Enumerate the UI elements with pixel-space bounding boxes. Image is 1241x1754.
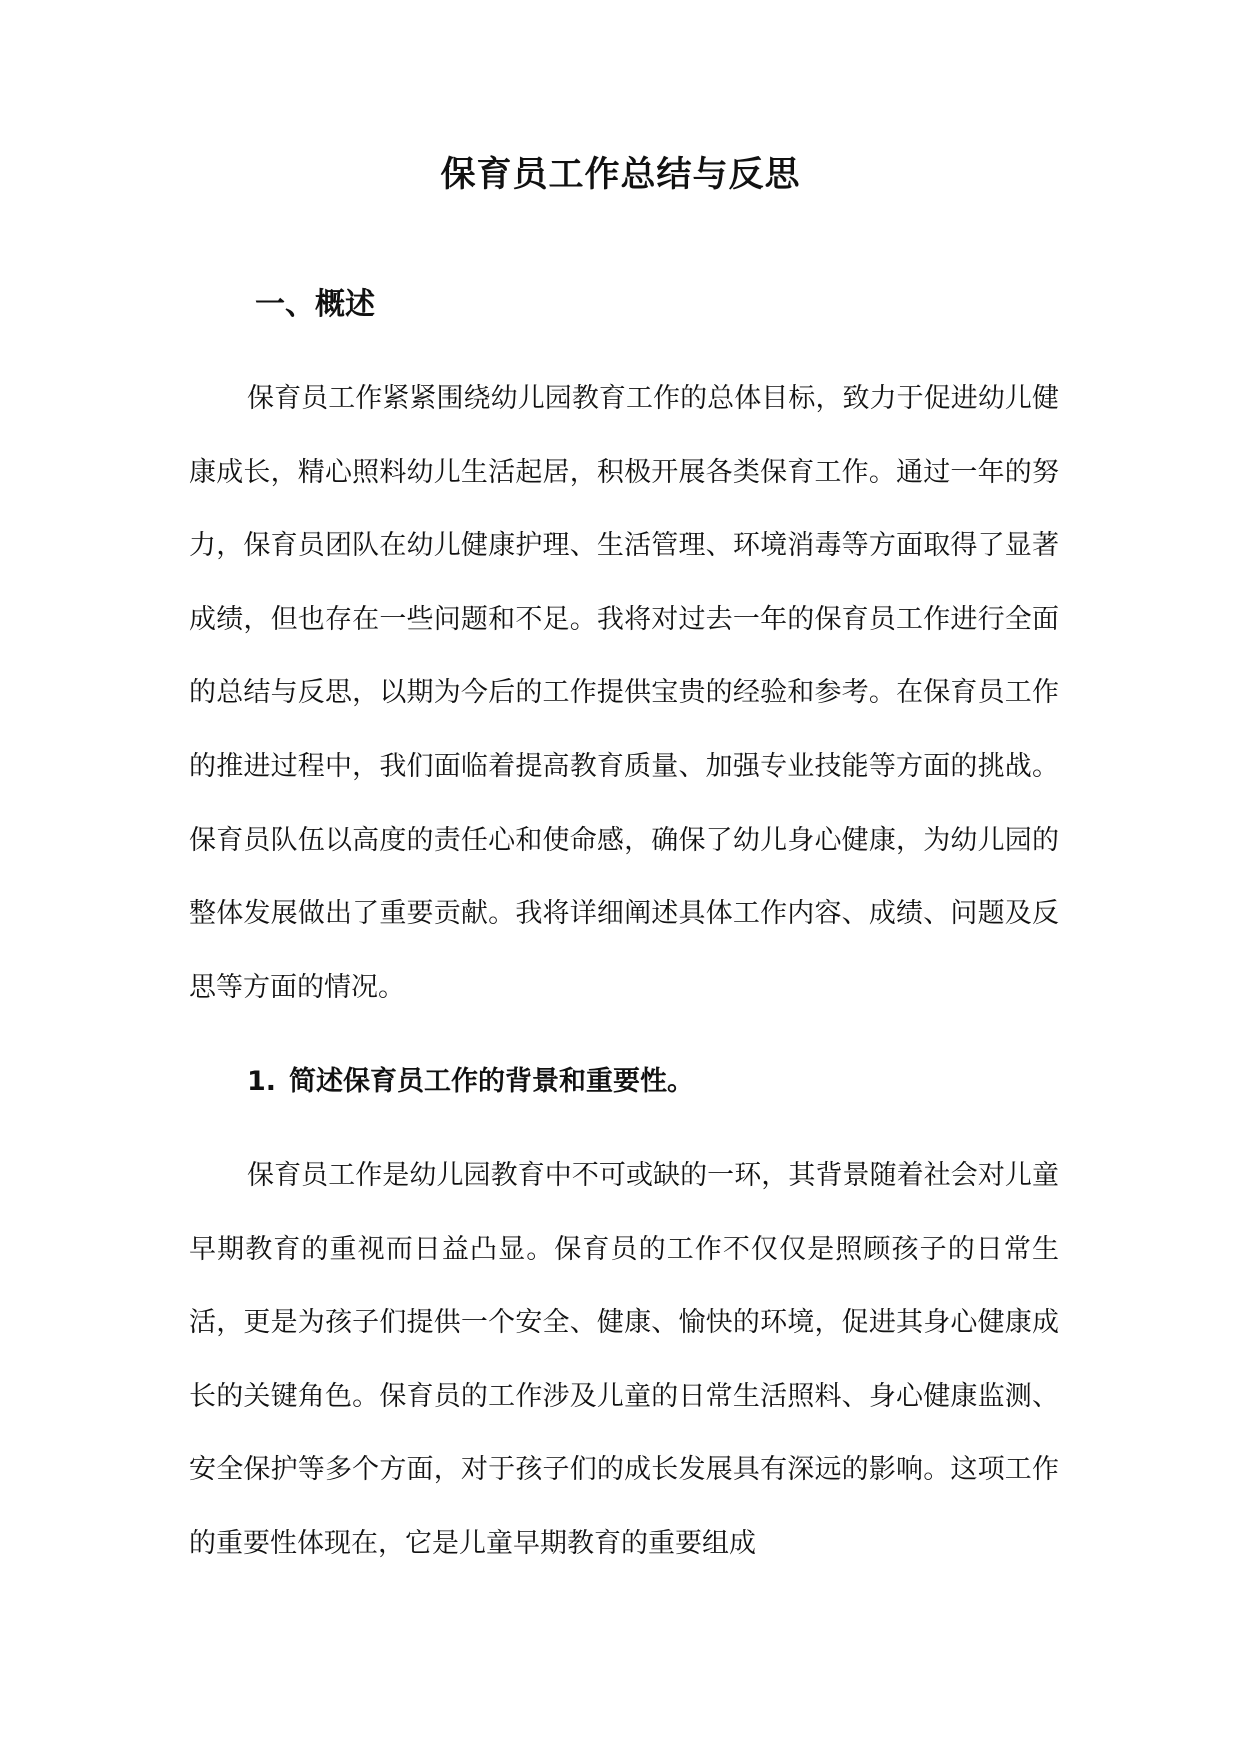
background-paragraph: 保育员工作是幼儿园教育中不可或缺的一环，其背景随着社会对儿童早期教育的重视而日益凸显。保育员的工作不仅仅是照顾孩子的日常生活，更是为孩子们提供一个安全、健康、愉快的环境，促进其身心健康成长的关键角色。保育员的工作涉及儿童的日常生活照料、身心健康监测、安全保护等多个方面，对于孩子们的成长发展具有深远的影响。这项工作的重要性体现在，它是儿童早期教育的重要组成	[189, 1160, 1059, 1559]
subsection-number: 1.	[247, 1066, 277, 1097]
subsection-heading-text: 简述保育员工作的背景和重要性。	[289, 1066, 694, 1097]
section-heading-overview: 一、概述	[255, 287, 375, 322]
subsection-heading	[247, 1062, 694, 1102]
overview-paragraph: 保育员工作紧紧围绕幼儿园教育工作的总体目标，致力于促进幼儿健康成长，精心照料幼儿生活起居，积极开展各类保育工作。通过一年的努力，保育员团队在幼儿健康护理、生活管理、环境消毒等方面取得了显著成绩，但也存在一些问题和不足。我将对过去一年的保育员工作进行全面的总结与反思，以期为今后的工作提供宝贵的经验和参考。在保育员工作的推进过程中，我们面临着提高教育质量、加强专业技能等方面的挑战。保育员队伍以高度的责任心和使命感，确保了幼儿身心健康，为幼儿园的整体发展做出了重要贡献。我将详细阐述具体工作内容、成绩、问题及反思等方面的情况。	[189, 383, 1059, 1003]
document-title: 保育员工作总结与反思	[440, 155, 801, 195]
